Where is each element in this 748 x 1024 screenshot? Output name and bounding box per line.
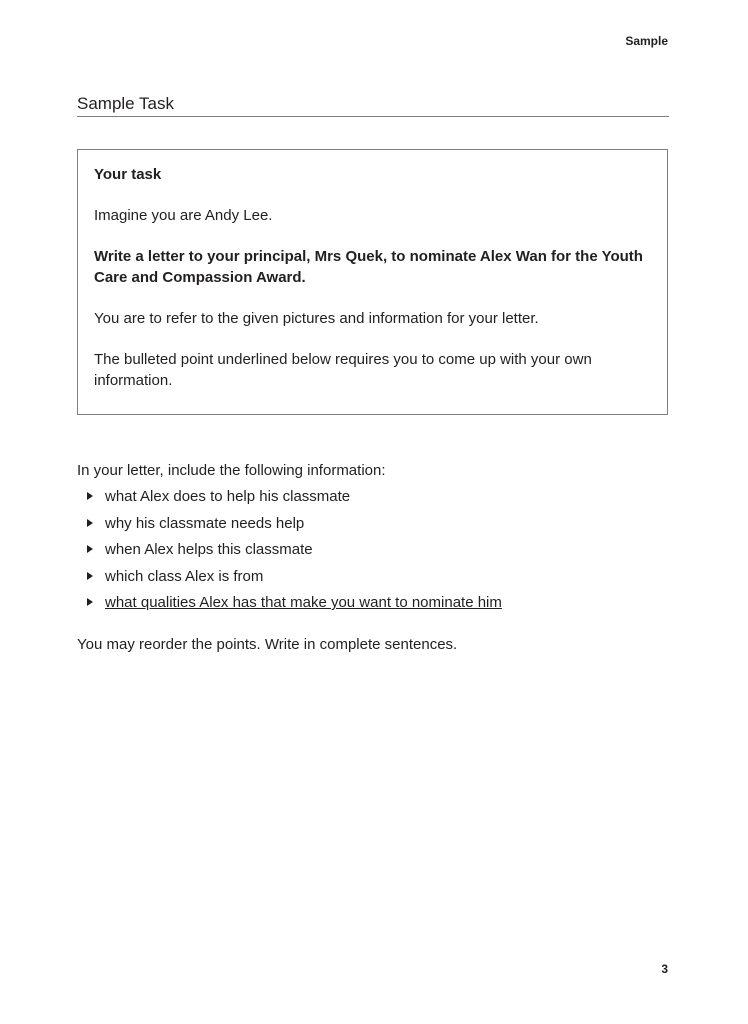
triangle-bullet-icon xyxy=(87,492,93,500)
task-instruction-refer: You are to refer to the given pictures and information for your letter. xyxy=(94,310,539,327)
triangle-bullet-icon xyxy=(87,598,93,606)
triangle-bullet-icon xyxy=(87,519,93,527)
list-item xyxy=(87,566,502,593)
closing-instruction: You may reorder the points. Write in complete sentences. xyxy=(77,636,458,653)
info-intro: In your letter, include the following information: xyxy=(77,462,386,479)
info-bullet-list xyxy=(87,486,502,619)
triangle-bullet-icon xyxy=(87,545,93,553)
task-box xyxy=(77,149,668,415)
bullet-text: what Alex does to help his classmate xyxy=(105,488,351,505)
list-item xyxy=(87,486,502,513)
task-instruction-identity: Imagine you are Andy Lee. xyxy=(94,207,273,224)
list-item xyxy=(87,592,502,619)
header-label: Sample xyxy=(625,34,668,48)
list-item xyxy=(87,539,502,566)
bullet-text: when Alex helps this classmate xyxy=(105,541,313,558)
task-heading: Your task xyxy=(94,166,162,183)
section-title: Sample Task xyxy=(77,94,669,117)
bullet-text-underlined: what qualities Alex has that make you want to nominate him xyxy=(105,594,502,611)
bullet-text: why his classmate needs help xyxy=(105,514,305,532)
page-number: 3 xyxy=(661,962,668,976)
list-item xyxy=(87,513,502,540)
triangle-bullet-icon xyxy=(87,572,93,580)
task-instruction-letter: Write a letter to your principal, Mrs Quek, to nominate Alex Wan for the Youth Care and Compassion Award. xyxy=(94,248,643,286)
task-instruction-underlined-note: The bulleted point underlined below requires you to come up with your own information. xyxy=(94,351,592,389)
bullet-text: which class Alex is from xyxy=(105,567,264,585)
